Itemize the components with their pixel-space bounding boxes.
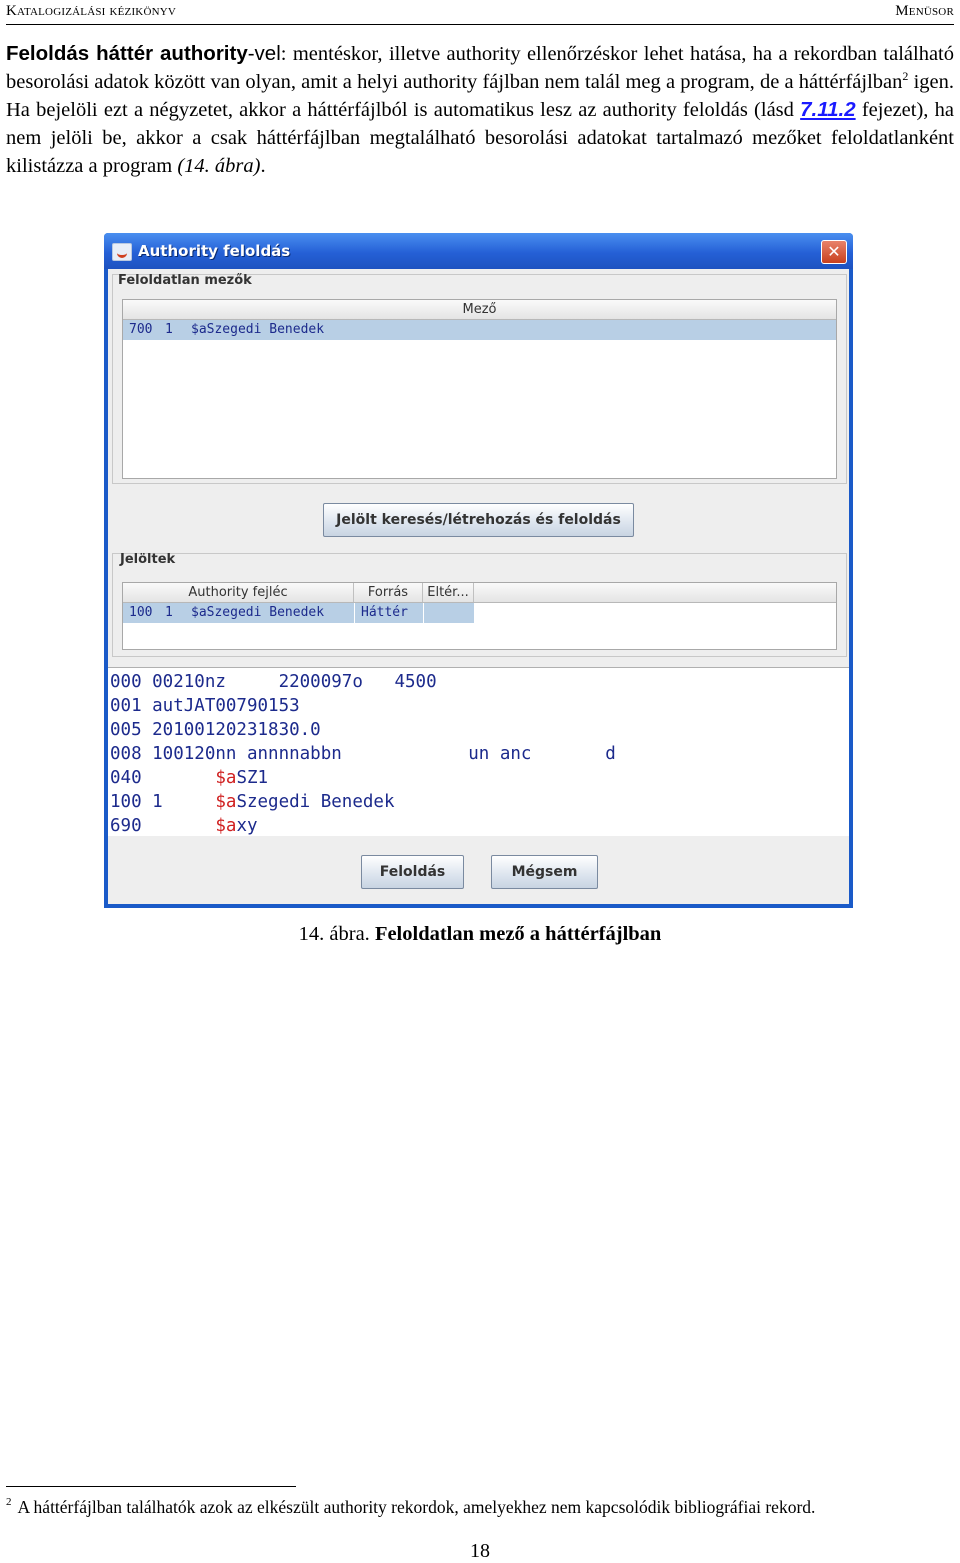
- record-line: 000 00210nz 2200097o 4500: [110, 672, 437, 692]
- footnote-mark: 2: [6, 1496, 12, 1508]
- subfield-code: $a: [215, 792, 237, 812]
- running-header: [6, 2, 954, 25]
- search-create-resolve-button[interactable]: Jelölt keresés/létrehozás és feloldás: [323, 503, 634, 537]
- body-paragraph: [6, 40, 954, 180]
- record-line: 001 autJAT00790153: [110, 696, 300, 716]
- resolve-button[interactable]: Feloldás: [361, 855, 464, 889]
- record-preview[interactable]: [108, 667, 849, 836]
- row-tag: 700: [129, 322, 153, 337]
- chapter-xref-link[interactable]: 7.11.2: [800, 98, 856, 121]
- term-bold: Feloldás háttér authority: [6, 42, 248, 65]
- cancel-button[interactable]: Mégsem: [491, 855, 598, 889]
- subfield-code: $a: [215, 816, 237, 836]
- table-row[interactable]: [123, 320, 836, 340]
- record-line: 100 1 $aSzegedi Benedek: [110, 792, 395, 812]
- figure-caption: [0, 923, 960, 946]
- row-indicator: 1: [165, 322, 173, 337]
- row-diff: [423, 603, 474, 623]
- unresolved-table[interactable]: [122, 299, 837, 479]
- caption-text: Feloldatlan mező a háttérfájlban: [374, 923, 662, 945]
- para-text-3: fejezet), ha nem jelöli be, akkor a csak háttérfájlban megtalálható besorolási adatokat tartalmazó mezőket feloldatlanként kilistázza a program: [6, 99, 954, 177]
- row-value: $aSzegedi Benedek: [191, 322, 325, 337]
- page-number: 18: [470, 1540, 490, 1562]
- footnote-ref[interactable]: 2: [902, 69, 909, 83]
- para-text-2: igen. Ha bejelöli ezt a négyzetet, akkor a háttérfájlból is automatikus lesz az authority feloldás (lásd: [6, 71, 954, 121]
- row-source: Háttér: [354, 603, 423, 623]
- term-suffix: -vel: [247, 42, 281, 65]
- table-row[interactable]: [123, 603, 474, 623]
- column-header-diff[interactable]: Eltér...: [423, 583, 474, 602]
- dialog-title: Authority feloldás: [138, 242, 291, 260]
- dialog-content: [108, 269, 849, 904]
- row-indicator: 1: [165, 605, 173, 620]
- para-text-1: : mentéskor, illetve authority ellenőrzéskor lehet hatása, ha a rekordban található besorolási adatok között van olyan, amit a helyi authority fájlban nem talál meg a program, de a háttérfájlban: [6, 43, 954, 93]
- header-book-title: Katalogizálási kézikönyv: [6, 3, 177, 19]
- footnote: [6, 1497, 954, 1518]
- figure-ref: (14. ábra): [177, 155, 261, 177]
- caption-number: 14. ábra.: [298, 923, 370, 945]
- record-line: 040 $aSZ1: [110, 768, 269, 788]
- record-line: 008 100120nn annnnabbn un anc d: [110, 744, 616, 764]
- subfield-code: $a: [215, 768, 237, 788]
- candidates-table-header: [123, 583, 836, 603]
- para-end: .: [260, 155, 266, 177]
- column-header-mezo[interactable]: Mező: [462, 302, 497, 317]
- candidates-group-title: Jelöltek: [120, 552, 176, 567]
- java-app-icon: [112, 243, 132, 261]
- header-chapter-title: Menüsor: [895, 3, 954, 19]
- unresolved-table-header: [123, 300, 836, 320]
- authority-resolve-dialog: [104, 233, 853, 908]
- record-line: 005 20100120231830.0: [110, 720, 321, 740]
- column-header-source[interactable]: Forrás: [354, 583, 423, 602]
- footnote-text: A háttérfájlban találhatók azok az elkészült authority rekordok, amelyekhez nem kapcsolódik bibliográfiai rekord.: [17, 1497, 816, 1517]
- record-line: 690 $axy: [110, 816, 258, 836]
- column-header-authority[interactable]: Authority fejléc: [123, 583, 354, 602]
- footnote-divider: [6, 1486, 296, 1487]
- close-button[interactable]: ✕: [821, 240, 847, 264]
- dialog-titlebar[interactable]: [104, 233, 853, 269]
- row-tag: 100: [129, 605, 153, 620]
- unresolved-group-title: Feloldatlan mezők: [118, 273, 252, 288]
- candidates-table[interactable]: [122, 582, 837, 650]
- row-value: $aSzegedi Benedek: [191, 605, 325, 620]
